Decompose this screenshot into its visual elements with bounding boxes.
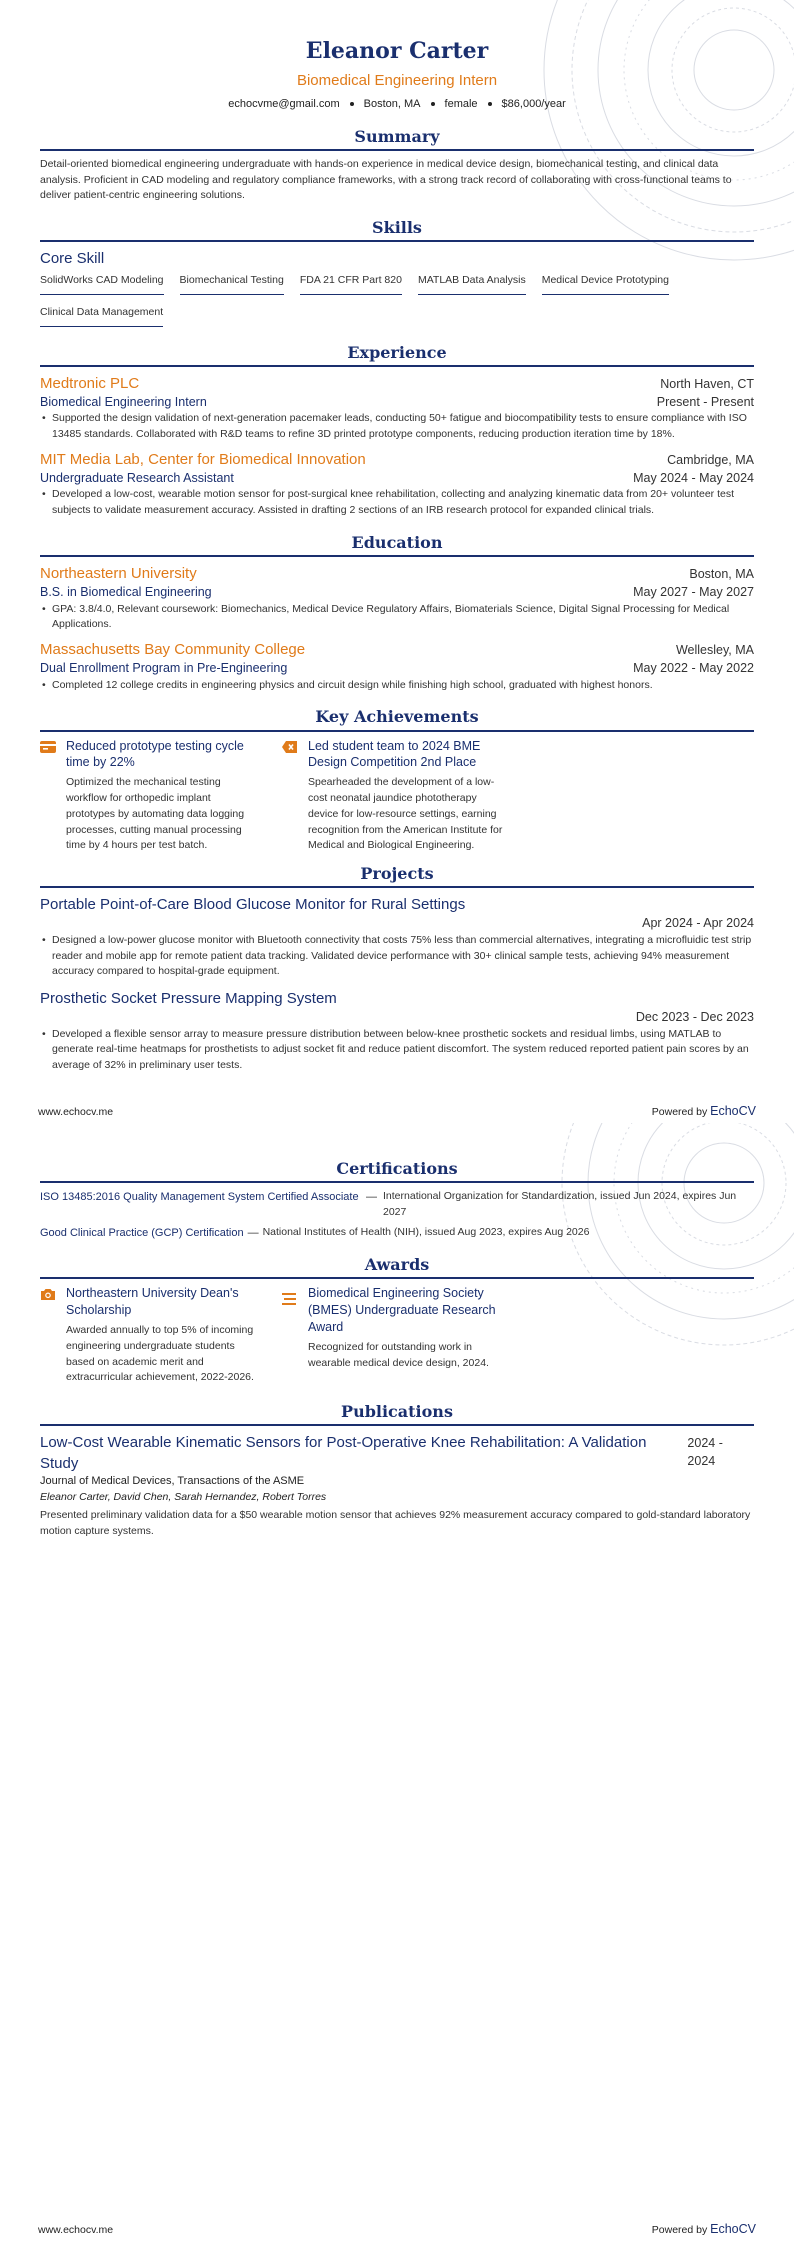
section-title: Certifications [336, 1159, 458, 1178]
achievements-section [40, 707, 754, 854]
education-entry [40, 639, 754, 693]
skills-section [40, 218, 754, 327]
awards-section [40, 1255, 754, 1386]
page-footer [38, 1103, 756, 1121]
company-name: Medtronic PLC [40, 374, 140, 392]
experience-bullet: • Developed a low-cost, wearable motion sensor for post-surgical knee rehabilitation, collecting and analyzing kinematic data from 20+ volunteer test subjects to validate measurement accuracy. Assisted in drafting 2 sections of an IRB research protocol for expanded clinical trials. [40, 487, 754, 519]
school-location: Wellesley, MA [675, 643, 754, 658]
education-bullet: • GPA: 3.8/4.0, Relevant coursework: Biomechanics, Medical Device Regulatory Affairs, Biomaterials Science, Digital Signal Processing for Medical Applications. [40, 602, 754, 634]
section-title: Experience [347, 342, 447, 362]
project-bullet: • Developed a flexible sensor array to measure pressure distribution between below-knee prosthetic sockets and residual limbs, using MATLAB to generate real-time heatmaps for prosthetists to adjust socket fit and reduce patient discomfort. The system reduced reported patient pain scores by an average of 32% in preliminary user tests. [40, 1027, 754, 1074]
section-title: Skills [372, 218, 422, 238]
certification-name: Good Clinical Practice (GCP) Certification [40, 1226, 244, 1239]
experience-bullet: • Supported the design validation of next-generation pacemaker leads, conducting 50+ fatigue and biocompatibility tests to ensure compliance with ISO 13485 standards. Collaborated with R&D teams to refine 3D printed prototype components, reducing production iteration time by 18%. [40, 411, 754, 443]
publication-journal: Journal of Medical Devices, Transactions of the ASME [40, 1475, 305, 1488]
candidate-name: Eleanor Carter [305, 38, 489, 64]
skill-tag: SolidWorks CAD Modeling [40, 273, 164, 295]
company-name: MIT Media Lab, Center for Biomedical Innovation [40, 450, 366, 468]
certifications-section [40, 1123, 754, 1241]
achievement-desc: Optimized the mechanical testing workflow for orthopedic implant prototypes by automating data logging processes, cutting manual processing time by 4 hours per test batch. [66, 776, 245, 852]
certification-entry [40, 1189, 754, 1221]
project-entry [40, 988, 754, 1074]
project-dates: Apr 2024 - Apr 2024 [642, 916, 754, 931]
skill-tag: Biomechanical Testing [180, 273, 284, 295]
footer-brand-logo[interactable]: EchoCV [710, 2222, 756, 2236]
project-name: Portable Point-of-Care Blood Glucose Monitor for Rural Settings [40, 896, 466, 914]
section-divider [40, 149, 754, 151]
experience-entry [40, 449, 754, 519]
publication-title: Low-Cost Wearable Kinematic Sensors for Post-Operative Knee Rehabilitation: A Validation Study [40, 1434, 647, 1473]
certification-name: ISO 13485:2016 Quality Management System Certified Associate [40, 1191, 359, 1204]
degree-title: B.S. in Biomedical Engineering [40, 585, 212, 600]
section-divider [40, 730, 754, 732]
company-location: North Haven, CT [660, 376, 754, 391]
page-footer [38, 2221, 756, 2239]
section-title: Summary [354, 126, 440, 146]
section-title: Key Achievements [315, 707, 479, 727]
projects-section [40, 864, 754, 1074]
section-divider [40, 1424, 754, 1426]
project-dates: Dec 2023 - Dec 2023 [635, 1010, 754, 1025]
award-title: Biomedical Engineering Society (BMES) Undergraduate Research Award [308, 1286, 496, 1335]
position-dates: Present - Present [656, 394, 754, 409]
section-divider [40, 365, 754, 367]
school-location: Boston, MA [689, 567, 754, 582]
project-bullet: • Designed a low-power glucose monitor with Bluetooth connectivity that costs 75% less than commercial alternatives, integrating a microfluidic test strip reader and mobile app for remote patient data tracking. Validated device performance with 30+ clinical sample tests, achieving 94% measurement accuracy compared to hospital-grade equipment. [40, 933, 754, 980]
award-card [40, 1285, 262, 1386]
skills-heading: Core Skill [40, 250, 105, 268]
experience-entry [40, 373, 754, 443]
section-divider [40, 1277, 754, 1279]
contact-gender: female [444, 98, 478, 111]
education-entry [40, 563, 754, 633]
publication-years: 2024 - 2024 [687, 1436, 723, 1468]
position-title: Biomedical Engineering Intern [40, 394, 207, 409]
footer-powered-label: Powered by [651, 2224, 708, 2236]
degree-dates: May 2022 - May 2022 [633, 661, 754, 676]
achievement-card [282, 738, 504, 855]
skill-tag: Medical Device Prototyping [542, 273, 669, 295]
skill-tag: Clinical Data Management [40, 305, 163, 327]
achievement-card [40, 738, 262, 855]
section-divider [40, 240, 754, 242]
contact-location: Boston, MA [363, 98, 421, 111]
publication-authors: Eleanor Carter, David Chen, Sarah Hernandez, Robert Torres [40, 1490, 327, 1503]
project-entry [40, 894, 754, 980]
section-title: Education [351, 532, 443, 552]
company-location: Cambridge, MA [667, 452, 754, 467]
section-divider [40, 1181, 754, 1183]
camera-icon [40, 1285, 56, 1386]
contact-salary: $86,000/year [501, 98, 566, 111]
footer-brand-logo[interactable]: EchoCV [710, 1104, 756, 1118]
achievement-title: Reduced prototype testing cycle time by 22% [66, 738, 244, 770]
award-desc: Awarded annually to top 5% of incoming engineering undergraduate students based on academic merit and extracurricular achievement, 2022-2026. [66, 1324, 254, 1384]
school-name: Massachusetts Bay Community College [40, 641, 306, 659]
contact-email[interactable]: echocvme@gmail.com [228, 98, 340, 111]
education-bullet: • Completed 12 college credits in engineering physics and circuit design while finishing high school, graduated with highest honors. [40, 678, 754, 694]
school-name: Northeastern University [40, 565, 197, 583]
ticket-icon [282, 738, 298, 855]
separator-dot [350, 102, 354, 106]
candidate-role: Biomedical Engineering Intern [296, 72, 498, 90]
footer-site-link[interactable]: www.echocv.me [38, 2224, 114, 2236]
award-title: Northeastern University Dean's Scholarship [66, 1286, 239, 1318]
project-name: Prosthetic Socket Pressure Mapping System [40, 990, 337, 1008]
section-title: Awards [364, 1255, 430, 1275]
resume-page-2 [0, 1123, 794, 2246]
footer-site-link[interactable]: www.echocv.me [38, 1106, 114, 1118]
certification-entry [40, 1225, 754, 1242]
publication-entry [40, 1432, 754, 1540]
publication-desc: Presented preliminary validation data for a $50 wearable motion sensor that achieves 92% measurement accuracy compared to gold-standard laboratory motion capture systems. [40, 1509, 751, 1538]
experience-section [40, 343, 754, 519]
achievement-title: Led student team to 2024 BME Design Competition 2nd Place [308, 738, 481, 770]
position-dates: May 2024 - May 2024 [633, 470, 754, 485]
achievement-desc: Spearheaded the development of a low-cost neonatal jaundice phototherapy device for low-resource settings, earning recognition from the American Institute for Medical and Biological Engineering. [308, 776, 503, 852]
list-icon [282, 1285, 298, 1386]
em-dash: — [247, 1226, 259, 1239]
award-desc: Recognized for outstanding work in wearable medical device design, 2024. [308, 1341, 489, 1369]
section-divider [40, 886, 754, 888]
skill-tag: FDA 21 CFR Part 820 [300, 273, 402, 295]
section-title: Publications [341, 1402, 453, 1422]
summary-section [40, 127, 754, 204]
skill-tag: MATLAB Data Analysis [418, 273, 526, 295]
publications-section [40, 1402, 754, 1540]
award-card [282, 1285, 504, 1386]
contact-line [40, 97, 754, 112]
separator-dot [431, 102, 435, 106]
separator-dot [488, 102, 492, 106]
em-dash: — [366, 1191, 377, 1204]
card-icon [40, 738, 56, 855]
footer-powered-label: Powered by [651, 1106, 708, 1118]
skills-list [40, 273, 754, 326]
degree-title: Dual Enrollment Program in Pre-Engineering [40, 661, 288, 676]
section-divider [40, 555, 754, 557]
degree-dates: May 2027 - May 2027 [633, 585, 754, 600]
summary-text: Detail-oriented biomedical engineering undergraduate with hands-on experience in medical device design, biomechanical testing, and clinical data analysis. Proficient in CAD modeling and regulatory compliance frameworks, with a strong track record of collaborating with cross-functional teams to deliver patient-centric engineering solutions. [40, 157, 732, 202]
education-section [40, 533, 754, 693]
position-title: Undergraduate Research Assistant [40, 470, 234, 485]
certification-detail: International Organization for Standardization, issued Jun 2024, expires Jun 2027 [383, 1190, 737, 1218]
section-title: Projects [360, 864, 434, 884]
certification-detail: National Institutes of Health (NIH), issued Aug 2023, expires Aug 2026 [262, 1225, 590, 1238]
